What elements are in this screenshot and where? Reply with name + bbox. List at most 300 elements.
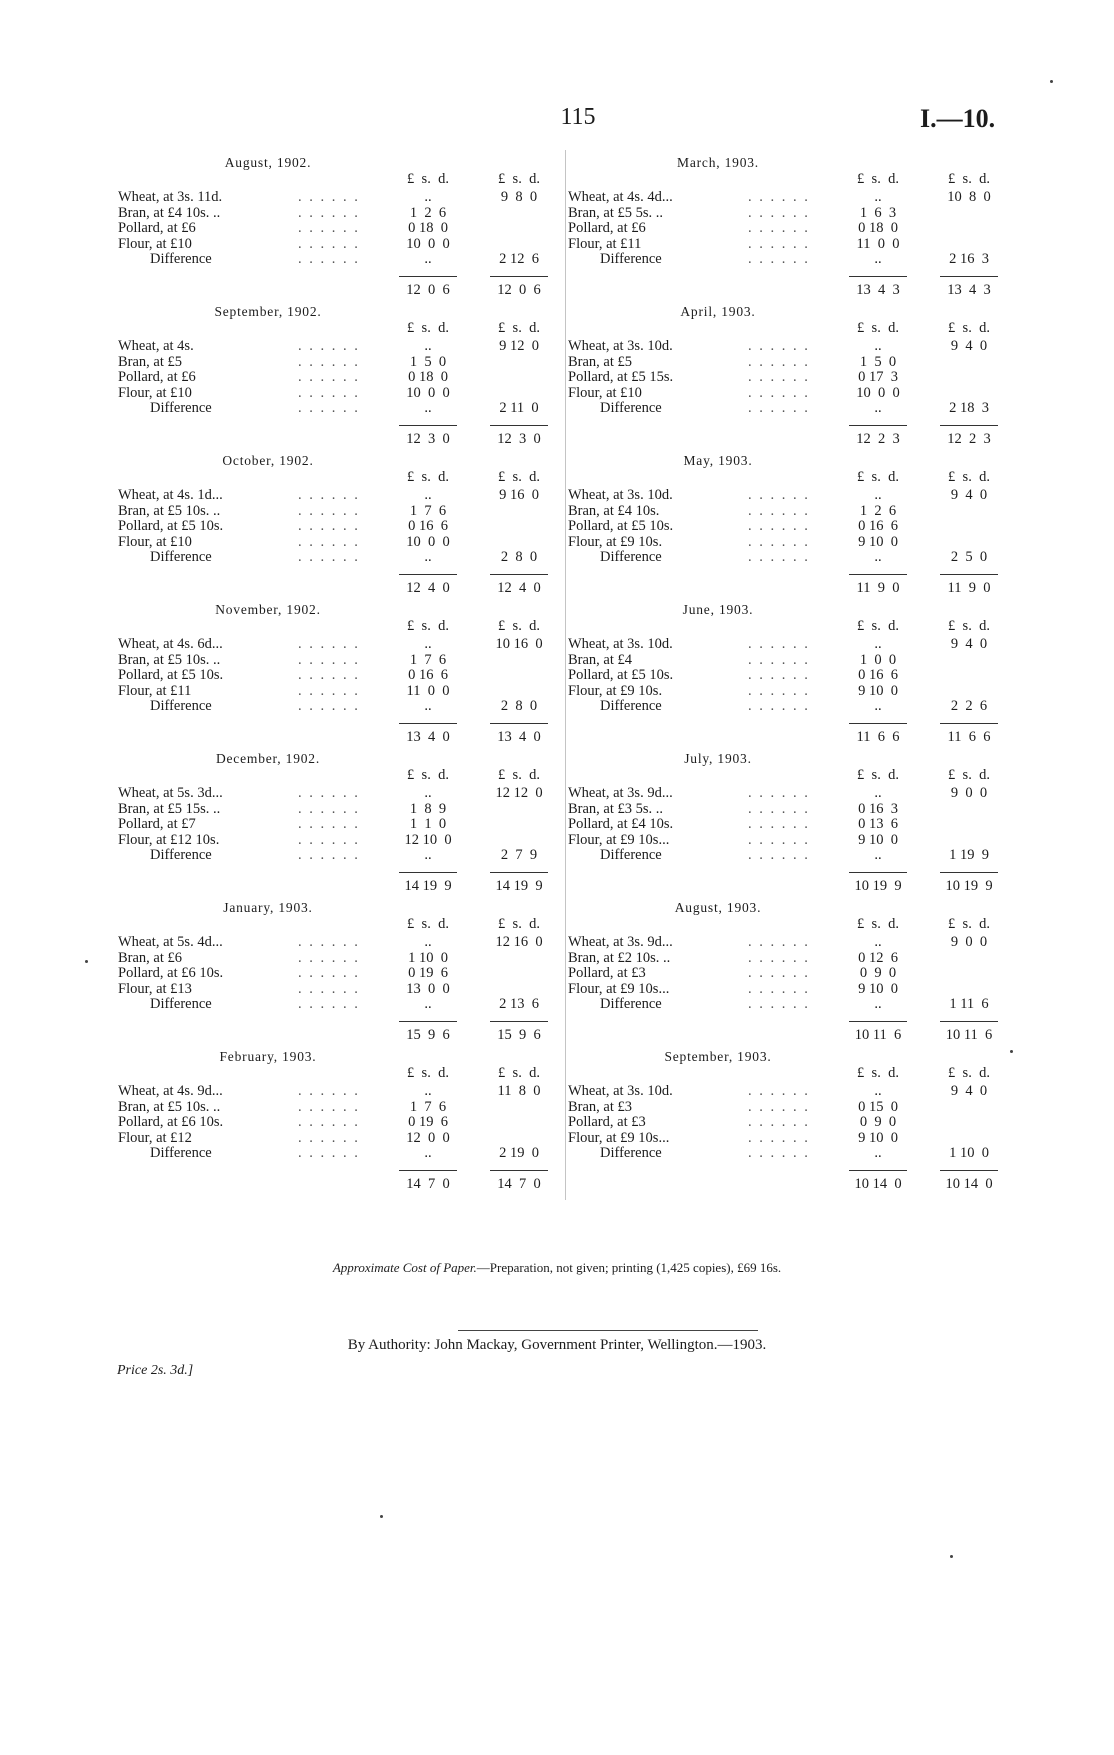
amount-cell: .. xyxy=(424,785,432,801)
amount-cell: .. xyxy=(874,400,882,416)
amount-cell: .. xyxy=(874,996,882,1012)
amount-cell: .. xyxy=(424,1145,432,1161)
amount-cell: .. xyxy=(874,549,882,565)
item-label: Pollard, at £3 xyxy=(568,965,646,981)
month-block xyxy=(118,304,578,453)
money-header: £ s. d. xyxy=(857,320,899,336)
leader-dots: . . . . . . xyxy=(748,831,810,848)
leader-dots: . . . . . . xyxy=(748,1129,810,1146)
right-column xyxy=(568,155,1028,1200)
total-rule xyxy=(490,1170,548,1171)
item-label: Wheat, at 3s. 10d. xyxy=(568,636,673,652)
total-amount: 11 6 6 xyxy=(947,729,991,745)
money-header: £ s. d. xyxy=(857,1065,899,1081)
amount-cell: 2 8 0 xyxy=(500,698,538,714)
difference-label: Difference xyxy=(150,400,212,416)
item-label: Bran, at £5 xyxy=(568,353,633,370)
amount-cell: 1 8 9 xyxy=(409,800,447,817)
item-label: Bran, at £3 xyxy=(568,1098,633,1115)
item-label: Bran, at £4 10s. xyxy=(568,502,660,519)
leader-dots: . . . . . . xyxy=(748,1114,810,1130)
amount-cell: .. xyxy=(874,785,882,801)
money-header: £ s. d. xyxy=(407,1065,449,1081)
total-amount: 13 4 0 xyxy=(497,729,541,745)
amount-cell: .. xyxy=(874,189,882,205)
leader-dots: . . . . . . xyxy=(748,965,810,981)
total-rule xyxy=(940,425,998,426)
amount-cell: .. xyxy=(424,400,432,416)
leader-dots: . . . . . . xyxy=(298,831,360,848)
money-header: £ s. d. xyxy=(948,916,990,932)
amount-cell: 12 0 0 xyxy=(406,1129,450,1146)
month-title: December, 1902. xyxy=(215,751,321,766)
item-label: Pollard, at £3 xyxy=(568,1114,646,1130)
leader-dots: . . . . . . xyxy=(298,369,360,385)
amount-cell: .. xyxy=(424,934,432,950)
money-header: £ s. d. xyxy=(857,618,899,634)
amount-cell: .. xyxy=(874,1145,882,1161)
month-title: February, 1903. xyxy=(219,1049,317,1064)
total-amount: 10 14 0 xyxy=(854,1176,902,1192)
amount-cell: 0 16 3 xyxy=(858,800,898,817)
amount-cell: 1 10 0 xyxy=(949,1145,989,1161)
item-label: Flour, at £12 xyxy=(118,1129,192,1146)
amount-cell: 1 0 0 xyxy=(859,651,897,668)
total-rule xyxy=(940,1170,998,1171)
item-label: Pollard, at £4 10s. xyxy=(568,816,674,832)
month-title: October, 1902. xyxy=(222,453,314,468)
total-amount: 15 9 6 xyxy=(497,1027,541,1043)
item-label: Pollard, at £5 15s. xyxy=(568,369,674,385)
amount-cell: 12 16 0 xyxy=(495,934,543,950)
leader-dots: . . . . . . xyxy=(748,235,810,252)
item-label: Wheat, at 4s. 6d... xyxy=(118,636,223,652)
item-label: Wheat, at 4s. 9d... xyxy=(118,1083,223,1099)
amount-cell: 2 16 3 xyxy=(949,251,989,267)
leader-dots: . . . . . . xyxy=(748,384,810,401)
difference-label: Difference xyxy=(150,847,212,863)
amount-cell: 10 8 0 xyxy=(947,189,991,205)
amount-cell: 12 10 0 xyxy=(404,831,452,848)
total-rule xyxy=(849,1021,907,1022)
amount-cell: 9 4 0 xyxy=(950,1083,988,1099)
leader-dots: . . . . . . xyxy=(298,996,360,1012)
amount-cell: 1 5 0 xyxy=(859,353,897,370)
amount-cell: 12 12 0 xyxy=(495,785,543,801)
leader-dots: . . . . . . xyxy=(298,384,360,401)
leader-dots: . . . . . . xyxy=(298,502,360,519)
leader-dots: . . . . . . xyxy=(748,533,810,550)
amount-cell: 9 0 0 xyxy=(950,785,988,801)
item-label: Flour, at £13 xyxy=(118,980,192,997)
month-block xyxy=(118,155,578,304)
month-block xyxy=(118,453,578,602)
leader-dots: . . . . . . xyxy=(748,785,810,801)
item-label: Flour, at £10 xyxy=(118,235,192,252)
month-block xyxy=(118,1049,578,1198)
amount-cell: 9 10 0 xyxy=(858,682,898,699)
total-amount: 15 9 6 xyxy=(406,1027,450,1043)
item-label: Wheat, at 3s. 10d. xyxy=(568,1083,673,1099)
amount-cell: 1 5 0 xyxy=(409,353,447,370)
amount-cell: 0 15 0 xyxy=(858,1098,898,1115)
leader-dots: . . . . . . xyxy=(748,1145,810,1161)
difference-label: Difference xyxy=(150,1145,212,1161)
leader-dots: . . . . . . xyxy=(748,549,810,565)
money-header: £ s. d. xyxy=(498,1065,540,1081)
month-block xyxy=(568,155,1028,304)
amount-cell: .. xyxy=(424,1083,432,1099)
money-header: £ s. d. xyxy=(948,1065,990,1081)
print-speck xyxy=(85,960,88,963)
item-label: Flour, at £11 xyxy=(118,682,192,699)
amount-cell: 9 8 0 xyxy=(500,189,538,205)
leader-dots: . . . . . . xyxy=(748,487,810,503)
cost-label: Approximate Cost of Paper. xyxy=(332,1260,477,1275)
total-amount: 12 0 6 xyxy=(497,282,541,298)
leader-dots: . . . . . . xyxy=(748,518,810,534)
leader-dots: . . . . . . xyxy=(298,338,360,354)
total-rule xyxy=(940,872,998,873)
difference-label: Difference xyxy=(600,400,662,416)
total-rule xyxy=(490,723,548,724)
total-rule xyxy=(399,574,457,575)
amount-cell: 0 9 0 xyxy=(859,965,897,981)
amount-cell: 9 16 0 xyxy=(499,487,539,503)
amount-cell: .. xyxy=(874,338,882,354)
leader-dots: . . . . . . xyxy=(748,698,810,714)
leader-dots: . . . . . . xyxy=(298,667,360,683)
amount-cell: 2 11 0 xyxy=(499,400,539,416)
amount-cell: .. xyxy=(424,251,432,267)
leader-dots: . . . . . . xyxy=(748,1098,810,1115)
month-block xyxy=(568,751,1028,900)
money-header: £ s. d. xyxy=(407,767,449,783)
total-amount: 13 4 3 xyxy=(947,282,991,298)
leader-dots: . . . . . . xyxy=(748,338,810,354)
total-rule xyxy=(399,1170,457,1171)
difference-label: Difference xyxy=(600,996,662,1012)
money-header: £ s. d. xyxy=(857,916,899,932)
difference-label: Difference xyxy=(600,1145,662,1161)
item-label: Pollard, at £6 xyxy=(568,220,646,236)
amount-cell: 0 18 0 xyxy=(858,220,898,236)
money-header: £ s. d. xyxy=(498,916,540,932)
amount-cell: .. xyxy=(874,487,882,503)
money-header: £ s. d. xyxy=(407,171,449,187)
total-amount: 12 0 6 xyxy=(406,282,450,298)
total-amount: 10 14 0 xyxy=(945,1176,993,1192)
item-label: Bran, at £5 5s. .. xyxy=(568,204,664,221)
item-label: Flour, at £9 10s... xyxy=(568,831,670,848)
leader-dots: . . . . . . xyxy=(298,980,360,997)
leader-dots: . . . . . . xyxy=(298,847,360,863)
item-label: Wheat, at 5s. 4d... xyxy=(118,934,223,950)
money-header: £ s. d. xyxy=(948,469,990,485)
total-amount: 14 7 0 xyxy=(497,1176,541,1192)
amount-cell: 0 9 0 xyxy=(859,1114,897,1130)
print-speck xyxy=(950,1555,953,1558)
leader-dots: . . . . . . xyxy=(298,934,360,950)
money-header: £ s. d. xyxy=(407,469,449,485)
amount-cell: .. xyxy=(874,1083,882,1099)
leader-dots: . . . . . . xyxy=(748,1083,810,1099)
leader-dots: . . . . . . xyxy=(748,682,810,699)
item-label: Pollard, at £5 10s. xyxy=(118,518,224,534)
amount-cell: 10 16 0 xyxy=(495,636,543,652)
total-amount: 14 7 0 xyxy=(406,1176,450,1192)
difference-label: Difference xyxy=(600,251,662,267)
amount-cell: .. xyxy=(424,636,432,652)
total-amount: 12 4 0 xyxy=(497,580,541,596)
print-speck xyxy=(1050,80,1053,83)
month-block xyxy=(118,900,578,1049)
leader-dots: . . . . . . xyxy=(298,698,360,714)
item-label: Flour, at £10 xyxy=(568,384,642,401)
total-rule xyxy=(940,276,998,277)
item-label: Flour, at £9 10s. xyxy=(568,533,663,550)
month-title: September, 1902. xyxy=(214,304,322,319)
amount-cell: 10 0 0 xyxy=(856,384,900,401)
leader-dots: . . . . . . xyxy=(298,636,360,652)
leader-dots: . . . . . . xyxy=(298,400,360,416)
amount-cell: 9 4 0 xyxy=(950,636,988,652)
item-label: Pollard, at £6 xyxy=(118,220,196,236)
total-rule xyxy=(399,1021,457,1022)
total-amount: 11 6 6 xyxy=(856,729,900,745)
total-amount: 12 4 0 xyxy=(406,580,450,596)
total-amount: 12 3 0 xyxy=(406,431,450,447)
total-rule xyxy=(399,872,457,873)
amount-cell: 9 10 0 xyxy=(858,1129,898,1146)
leader-dots: . . . . . . xyxy=(748,667,810,683)
amount-cell: .. xyxy=(424,847,432,863)
leader-dots: . . . . . . xyxy=(298,487,360,503)
leader-dots: . . . . . . xyxy=(748,800,810,817)
total-amount: 12 3 0 xyxy=(497,431,541,447)
total-amount: 12 2 3 xyxy=(856,431,900,447)
month-title: April, 1903. xyxy=(680,304,756,319)
item-label: Flour, at £9 10s... xyxy=(568,980,670,997)
leader-dots: . . . . . . xyxy=(748,980,810,997)
amount-cell: 9 0 0 xyxy=(950,934,988,950)
amount-cell: 10 0 0 xyxy=(406,384,450,401)
item-label: Pollard, at £6 10s. xyxy=(118,965,224,981)
month-title: August, 1903. xyxy=(674,900,762,915)
month-block xyxy=(568,1049,1028,1198)
total-rule xyxy=(849,1170,907,1171)
total-amount: 13 4 0 xyxy=(406,729,450,745)
money-header: £ s. d. xyxy=(857,171,899,187)
total-rule xyxy=(490,574,548,575)
leader-dots: . . . . . . xyxy=(748,949,810,966)
leader-dots: . . . . . . xyxy=(298,220,360,236)
leader-dots: . . . . . . xyxy=(298,1129,360,1146)
leader-dots: . . . . . . xyxy=(298,651,360,668)
amount-cell: 2 7 9 xyxy=(500,847,538,863)
leader-dots: . . . . . . xyxy=(298,949,360,966)
item-label: Bran, at £5 10s. .. xyxy=(118,651,221,668)
item-label: Pollard, at £5 10s. xyxy=(568,518,674,534)
item-label: Flour, at £10 xyxy=(118,384,192,401)
amount-cell: 1 2 6 xyxy=(409,204,447,221)
item-label: Pollard, at £6 xyxy=(118,369,196,385)
amount-cell: .. xyxy=(874,636,882,652)
leader-dots: . . . . . . xyxy=(748,816,810,832)
amount-cell: 0 19 6 xyxy=(408,1114,448,1130)
money-header: £ s. d. xyxy=(498,618,540,634)
amount-cell: 9 12 0 xyxy=(499,338,539,354)
amount-cell: 9 10 0 xyxy=(858,980,898,997)
month-title: July, 1903. xyxy=(684,751,752,766)
leader-dots: . . . . . . xyxy=(748,353,810,370)
leader-dots: . . . . . . xyxy=(748,651,810,668)
leader-dots: . . . . . . xyxy=(748,204,810,221)
month-block xyxy=(568,304,1028,453)
amount-cell: 0 12 6 xyxy=(858,949,898,966)
leader-dots: . . . . . . xyxy=(298,1114,360,1130)
amount-cell: 11 8 0 xyxy=(497,1083,541,1099)
leader-dots: . . . . . . xyxy=(298,785,360,801)
amount-cell: 1 7 6 xyxy=(409,651,447,668)
money-header: £ s. d. xyxy=(407,320,449,336)
month-block xyxy=(118,751,578,900)
total-amount: 12 2 3 xyxy=(947,431,991,447)
document-reference: I.—10. xyxy=(920,104,996,133)
difference-label: Difference xyxy=(600,698,662,714)
amount-cell: 11 0 0 xyxy=(406,682,450,699)
leader-dots: . . . . . . xyxy=(298,682,360,699)
amount-cell: 2 8 0 xyxy=(500,549,538,565)
difference-label: Difference xyxy=(150,549,212,565)
amount-cell: 0 19 6 xyxy=(408,965,448,981)
money-header: £ s. d. xyxy=(948,618,990,634)
amount-cell: 1 11 6 xyxy=(949,996,989,1012)
amount-cell: 0 16 6 xyxy=(858,518,898,534)
amount-cell: 1 7 6 xyxy=(409,502,447,519)
leader-dots: . . . . . . xyxy=(748,400,810,416)
total-amount: 10 19 9 xyxy=(854,878,902,894)
page-number: 115 xyxy=(560,104,596,130)
total-rule xyxy=(940,574,998,575)
item-label: Bran, at £4 10s. .. xyxy=(118,204,221,221)
amount-cell: 0 18 0 xyxy=(408,369,448,385)
amount-cell: 10 0 0 xyxy=(406,235,450,252)
leader-dots: . . . . . . xyxy=(298,518,360,534)
leader-dots: . . . . . . xyxy=(748,502,810,519)
leader-dots: . . . . . . xyxy=(298,816,360,832)
total-amount: 10 11 6 xyxy=(854,1027,902,1043)
left-column xyxy=(118,155,578,1200)
item-label: Flour, at £10 xyxy=(118,533,192,550)
leader-dots: . . . . . . xyxy=(748,220,810,236)
difference-label: Difference xyxy=(150,251,212,267)
total-rule xyxy=(849,425,907,426)
month-title: June, 1903. xyxy=(682,602,754,617)
amount-cell: .. xyxy=(424,698,432,714)
money-header: £ s. d. xyxy=(857,767,899,783)
amount-cell: 2 19 0 xyxy=(499,1145,539,1161)
money-header: £ s. d. xyxy=(948,320,990,336)
item-label: Wheat, at 4s. xyxy=(118,338,194,354)
amount-cell: .. xyxy=(424,549,432,565)
item-label: Pollard, at £5 10s. xyxy=(568,667,674,683)
money-header: £ s. d. xyxy=(857,469,899,485)
leader-dots: . . . . . . xyxy=(748,189,810,205)
difference-label: Difference xyxy=(150,996,212,1012)
amount-cell: 1 10 0 xyxy=(408,949,448,966)
total-rule xyxy=(940,723,998,724)
item-label: Bran, at £5 15s. .. xyxy=(118,800,221,817)
total-rule xyxy=(849,276,907,277)
money-header: £ s. d. xyxy=(498,320,540,336)
print-speck xyxy=(380,1515,383,1518)
month-title: August, 1902. xyxy=(224,155,312,170)
amount-cell: 9 10 0 xyxy=(858,533,898,550)
amount-cell: .. xyxy=(874,847,882,863)
item-label: Wheat, at 3s. 10d. xyxy=(568,338,673,354)
total-amount: 14 19 9 xyxy=(404,878,452,894)
item-label: Bran, at £6 xyxy=(118,949,183,966)
amount-cell: 9 10 0 xyxy=(858,831,898,848)
cost-footnote xyxy=(0,1260,1114,1276)
item-label: Bran, at £5 10s. .. xyxy=(118,502,221,519)
item-label: Flour, at £9 10s. xyxy=(568,682,663,699)
leader-dots: . . . . . . xyxy=(298,533,360,550)
amount-cell: 1 7 6 xyxy=(409,1098,447,1115)
item-label: Flour, at £9 10s... xyxy=(568,1129,670,1146)
total-amount: 11 9 0 xyxy=(856,580,900,596)
money-header: £ s. d. xyxy=(407,618,449,634)
amount-cell: 1 2 6 xyxy=(859,502,897,519)
money-header: £ s. d. xyxy=(498,767,540,783)
leader-dots: . . . . . . xyxy=(748,251,810,267)
month-title: September, 1903. xyxy=(664,1049,772,1064)
item-label: Wheat, at 3s. 11d. xyxy=(118,189,223,205)
leader-dots: . . . . . . xyxy=(298,549,360,565)
total-rule xyxy=(849,574,907,575)
item-label: Bran, at £3 5s. .. xyxy=(568,800,664,817)
amount-cell: 9 4 0 xyxy=(950,338,988,354)
amount-cell: 0 13 6 xyxy=(858,816,898,832)
month-title: November, 1902. xyxy=(215,602,321,617)
amount-cell: .. xyxy=(424,996,432,1012)
amount-cell: .. xyxy=(424,487,432,503)
month-block xyxy=(118,602,578,751)
leader-dots: . . . . . . xyxy=(298,1145,360,1161)
amount-cell: 0 16 6 xyxy=(408,518,448,534)
month-block xyxy=(568,453,1028,602)
total-rule xyxy=(849,872,907,873)
total-rule xyxy=(940,1021,998,1022)
item-label: Wheat, at 3s. 9d... xyxy=(568,785,673,801)
total-rule xyxy=(490,276,548,277)
leader-dots: . . . . . . xyxy=(298,1098,360,1115)
item-label: Bran, at £5 10s. .. xyxy=(118,1098,221,1115)
authority-line: By Authority: John Mackay, Government Printer, Wellington.—1903. xyxy=(347,1337,767,1353)
leader-dots: . . . . . . xyxy=(298,235,360,252)
total-amount: 10 19 9 xyxy=(945,878,993,894)
total-rule xyxy=(399,425,457,426)
amount-cell: 2 2 6 xyxy=(950,698,988,714)
total-rule xyxy=(490,872,548,873)
amount-cell: .. xyxy=(874,251,882,267)
item-label: Wheat, at 5s. 3d... xyxy=(118,785,223,801)
leader-dots: . . . . . . xyxy=(298,965,360,981)
leader-dots: . . . . . . xyxy=(748,847,810,863)
amount-cell: .. xyxy=(424,189,432,205)
amount-cell: 0 18 0 xyxy=(408,220,448,236)
